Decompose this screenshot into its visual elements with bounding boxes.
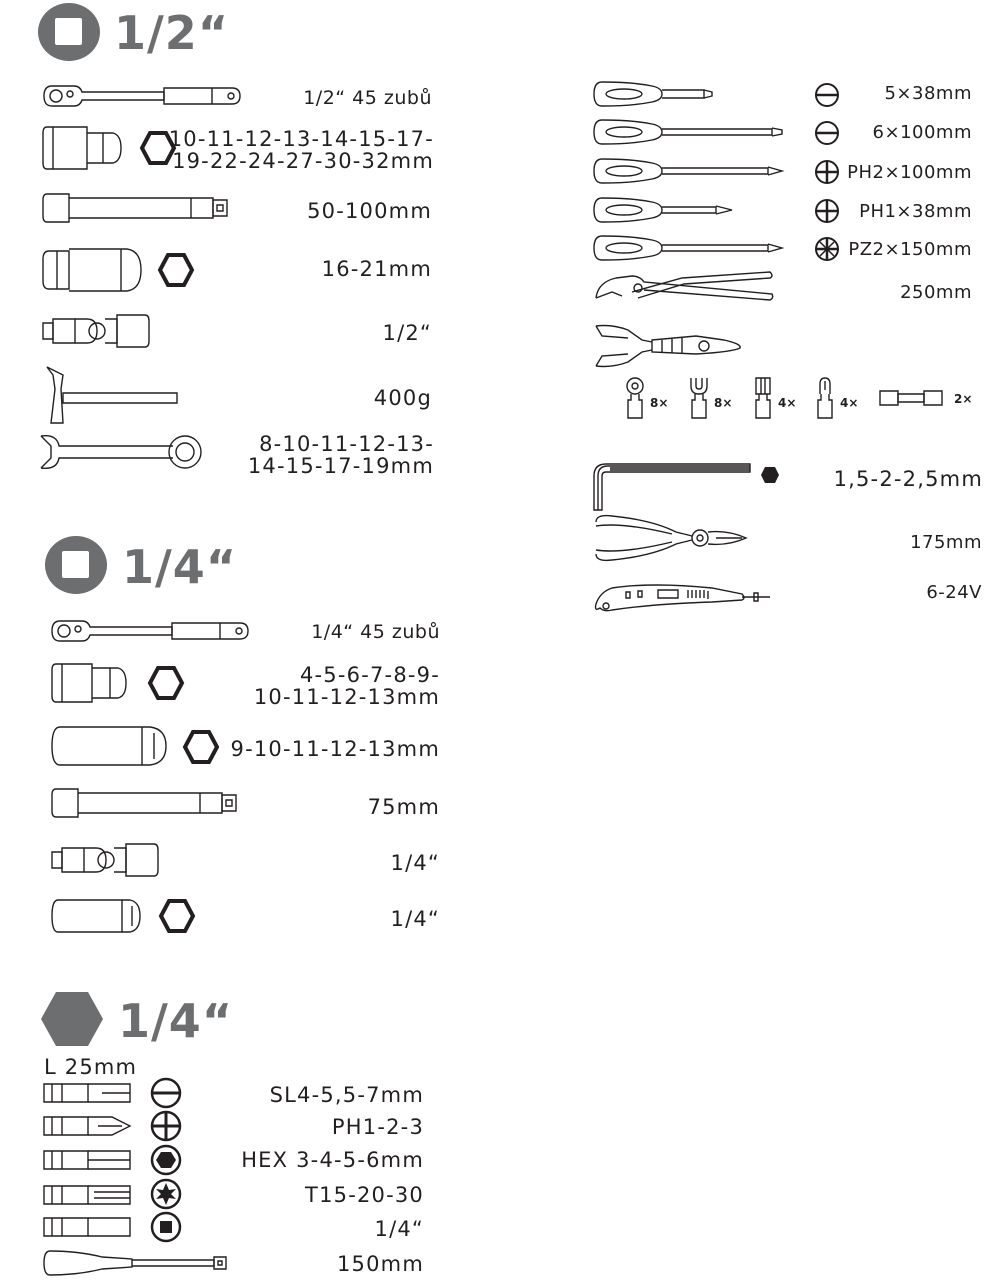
deep-socket-icon (50, 725, 168, 767)
spark-plug-socket-label: 16-21mm (321, 257, 432, 281)
square-drive-badge-icon (37, 2, 101, 62)
bit-adapter-icon (50, 898, 142, 934)
ratchet-icon (50, 617, 250, 645)
extension-half-label: 50-100mm (307, 199, 432, 223)
pozidriv-tip-icon (814, 236, 840, 262)
screwdriver-icon (592, 80, 714, 108)
deep-socket-label: 9-10-11-12-13mm (230, 737, 440, 761)
flat-female-terminal-icon (752, 376, 774, 420)
universal-joint-icon (41, 313, 151, 349)
water-pump-pliers-icon (592, 268, 774, 314)
bullet-terminal-count: 4× (840, 396, 859, 410)
ring-terminal-count: 8× (650, 396, 669, 410)
slotted-bit-label: SL4-5,5-7mm (269, 1083, 424, 1107)
socket-icon (50, 662, 130, 704)
phillips-bit-icon (42, 1114, 132, 1138)
screwdriver-icon (592, 157, 784, 185)
screwdriver-label: PH1×38mm (859, 201, 972, 222)
voltage-tester-label: 6-24V (926, 582, 982, 603)
ratchet-quarter-label: 1/4“ 45 zubů (311, 621, 440, 643)
screwdriver-label: 6×100mm (872, 122, 972, 143)
phillips-tip-icon (814, 159, 840, 185)
hex-keys-label: 1,5-2-2,5mm (833, 467, 983, 491)
screwdriver-label: 5×38mm (884, 83, 972, 104)
spark-plug-socket-icon (41, 247, 143, 293)
hexagon-profile-icon (148, 666, 184, 700)
torx-bit-icon (42, 1183, 132, 1207)
socket-quarter-label-line2: 10-11-12-13mm (253, 685, 440, 709)
section-title-half-inch: 1/2“ (114, 6, 230, 60)
hex-key-icon (592, 462, 754, 512)
slotted-bit-icon (42, 1081, 132, 1105)
screwdriver-icon (592, 196, 734, 224)
screwdriver-icon (592, 118, 784, 146)
square-bit-icon (42, 1215, 132, 1239)
section-title-bits: 1/4“ (118, 994, 234, 1048)
square-tip-icon (150, 1211, 182, 1243)
ratchet-icon (42, 82, 242, 110)
square-drive-badge-icon (44, 535, 108, 595)
combination-wrench-icon (37, 432, 203, 472)
ring-terminal-icon (624, 376, 646, 420)
slotted-tip-icon (814, 82, 840, 108)
phillips-tip-icon (814, 198, 840, 224)
phillips-bit-label: PH1-2-3 (331, 1115, 424, 1139)
socket-icon (41, 125, 125, 171)
square-bit-label: 1/4“ (374, 1217, 424, 1241)
fork-terminal-icon (688, 376, 710, 420)
slotted-tip-icon (150, 1077, 182, 1109)
bit-length-label: L 25mm (44, 1055, 138, 1079)
extension-bar-icon (50, 787, 240, 819)
torx-bit-label: T15-20-30 (305, 1183, 424, 1207)
section-title-quarter-inch: 1/4“ (122, 540, 238, 594)
voltage-tester-icon (592, 578, 772, 616)
socket-half-label-line2: 19-22-24-27-30-32mm (172, 149, 434, 173)
water-pump-pliers-label: 250mm (900, 282, 972, 303)
wrench-label-line1: 8-10-11-12-13- (259, 432, 434, 456)
screwdriver-icon (592, 234, 784, 262)
torx-tip-icon (150, 1178, 182, 1210)
extension-quarter-label: 75mm (367, 795, 440, 819)
butt-connector-icon (878, 388, 944, 408)
hexagon-profile-icon (183, 730, 219, 764)
bit-driver-label: 150mm (337, 1252, 424, 1276)
extension-bar-icon (41, 192, 231, 224)
bit-driver-icon (42, 1249, 228, 1277)
butt-connector-count: 2× (954, 392, 973, 406)
universal-joint-icon (50, 842, 160, 878)
fork-terminal-count: 8× (714, 396, 733, 410)
combination-pliers-icon (592, 512, 748, 564)
bit-adapter-label: 1/4“ (390, 907, 440, 931)
screwdriver-label: PH2×100mm (847, 162, 972, 183)
hex-drive-badge-icon (40, 990, 104, 1048)
combination-pliers-label: 175mm (910, 532, 982, 553)
hexagon-profile-icon (760, 466, 780, 484)
slotted-tip-icon (814, 120, 840, 146)
socket-half-label-line1: 10-11-12-13-14-15-17- (168, 127, 434, 151)
hexagon-profile-icon (158, 253, 194, 287)
socket-quarter-label-line1: 4-5-6-7-8-9- (299, 663, 440, 687)
hammer-label: 400g (373, 386, 432, 410)
hex-tip-icon (150, 1144, 182, 1176)
hex-bit-label: HEX 3-4-5-6mm (241, 1148, 424, 1172)
hammer-icon (41, 365, 181, 425)
phillips-tip-icon (150, 1110, 182, 1142)
screwdriver-label: PZ2×150mm (848, 239, 972, 260)
bullet-terminal-icon (814, 376, 836, 420)
crimping-pliers-icon (592, 322, 744, 370)
flat-female-terminal-count: 4× (778, 396, 797, 410)
wrench-label-line2: 14-15-17-19mm (247, 454, 434, 478)
universal-joint-half-label: 1/2“ (382, 321, 432, 345)
hex-bit-icon (42, 1148, 132, 1172)
universal-joint-quarter-label: 1/4“ (390, 851, 440, 875)
ratchet-half-label: 1/2“ 45 zubů (303, 87, 432, 109)
hexagon-profile-icon (159, 899, 195, 933)
